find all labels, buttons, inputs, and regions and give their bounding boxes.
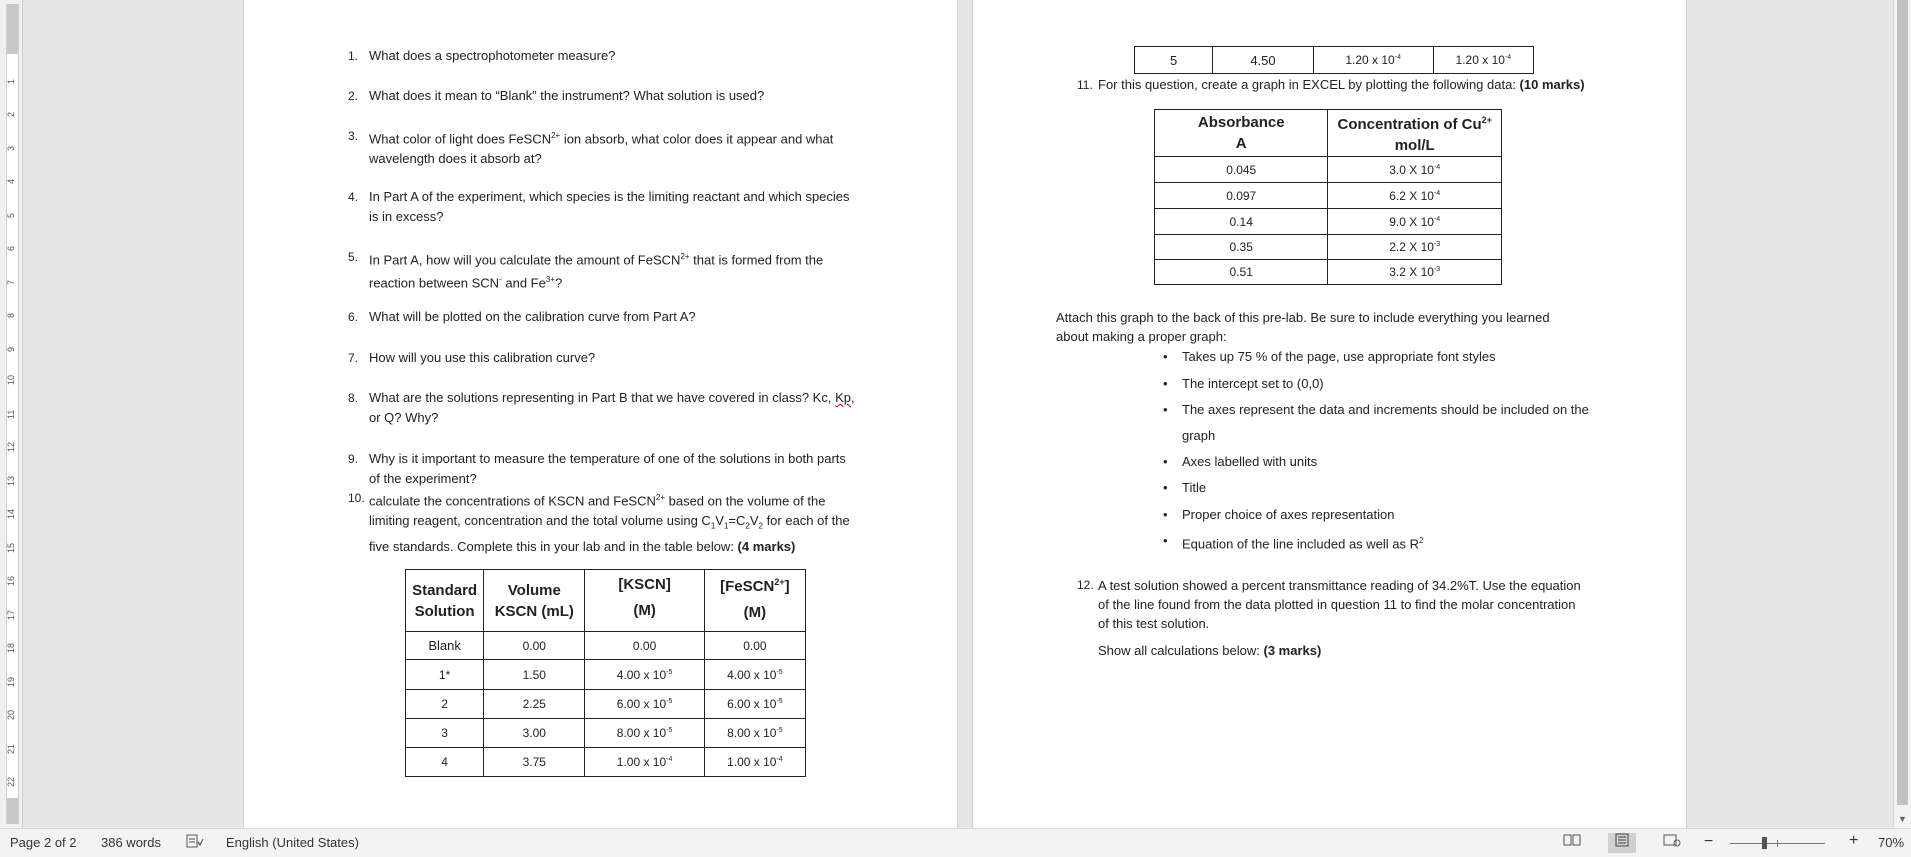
standards-table xyxy=(405,569,806,777)
ruler-tick-label: 18 xyxy=(6,642,16,653)
table-row: Blank 0.00 0.00 0.00 xyxy=(406,632,806,660)
spelling-error-mark[interactable]: Kp xyxy=(835,390,851,405)
scroll-down-icon[interactable]: ▼ xyxy=(1898,814,1907,824)
zoom-out-button[interactable]: − xyxy=(1704,833,1714,850)
question-6: 6. What will be plotted on the calibration curve from Part A? xyxy=(348,309,696,324)
question-1: 1. What does a spectrophotometer measure? xyxy=(348,48,616,63)
table-row: 1* 1.50 4.00 x $10^{-5}$ 4.00 x $10^{-5}$ xyxy=(406,660,806,690)
ruler-tick-label: 14 xyxy=(6,508,16,519)
continued-table-row xyxy=(1134,46,1534,74)
question-9: 9. Why is it important to measure the temperature of one of the solutions in both parts of the experiment? xyxy=(348,451,846,486)
table-row: 3 3.00 8.00 x $10^{-5}$ 8.00 x $10^{-5}$ xyxy=(406,719,806,748)
table-row: 0.14 9.0 X $10^{-4}$ xyxy=(1155,209,1502,235)
ruler-tick-label: 13 xyxy=(6,475,16,486)
ruler-tick-label: 6 xyxy=(6,245,16,251)
vertical-ruler[interactable] xyxy=(0,0,23,828)
vertical-scrollbar[interactable] xyxy=(1893,0,1911,828)
table-row: 2 2.25 6.00 x $10^{-5}$ 6.00 x $10^{-5}$ xyxy=(406,690,806,719)
ruler-tick-label: 20 xyxy=(6,709,16,720)
ruler-tick-label: 11 xyxy=(6,409,16,419)
ruler-tick-label: 3 xyxy=(6,145,16,151)
table-header: Volume KSCN (mL) xyxy=(484,570,585,632)
list-item: • Title xyxy=(1163,475,1589,501)
table-row: 0.097 6.2 X $10^{-4}$ xyxy=(1155,183,1502,209)
list-item-continuation: graph xyxy=(1182,428,1216,443)
absorbance-table xyxy=(1154,109,1502,285)
question-3: 3. What color of light does FeSCN$^{2+}$ ion absorb, what color does it appear and what wavelength does it absorb at? xyxy=(348,129,834,167)
ruler-tick-label: 4 xyxy=(6,178,16,184)
scrollbar-thumb[interactable] xyxy=(1897,0,1908,805)
ruler-tick-label: 15 xyxy=(6,542,16,553)
language-indicator[interactable]: English (United States) xyxy=(226,835,359,850)
ruler-tick-label: 10 xyxy=(6,374,16,385)
zoom-in-button[interactable]: + xyxy=(1849,832,1859,849)
read-mode-icon[interactable] xyxy=(1558,833,1586,853)
zoom-level[interactable]: 70% xyxy=(1878,835,1905,850)
question-8: 8. What are the solutions representing in Part B that we have covered in class? Kc, Kp, or Q? Why? xyxy=(348,390,855,425)
question-4: 4. In Part A of the experiment, which species is the limiting reactant and which species is in excess? xyxy=(348,189,850,224)
ruler-tick-label: 17 xyxy=(6,609,16,620)
question-11: 11. For this question, create a graph in EXCEL by plotting the following data: (10 marks) xyxy=(1077,77,1585,92)
list-item: • Takes up 75 % of the page, use appropriate font styles xyxy=(1163,344,1589,370)
ruler-tick-label: 5 xyxy=(6,212,16,218)
question-5: 5. In Part A, how will you calculate the amount of FeSCN$^{2+}$ that is formed from the reaction between SCN- and $Fe^{3+}$? xyxy=(348,250,824,291)
zoom-center-mark xyxy=(1777,840,1778,847)
ruler-tick-label: 21 xyxy=(6,743,16,754)
ruler-tick-label: 2 xyxy=(6,111,16,117)
ruler-tick-label: 16 xyxy=(6,575,16,586)
ruler-tick-label: 22 xyxy=(6,776,16,787)
web-layout-icon[interactable] xyxy=(1658,833,1686,853)
attach-instructions: Attach this graph to the back of this pre-lab. Be sure to include everything you learned about making a proper graph: xyxy=(1056,310,1550,344)
ruler-tick-label: 1 xyxy=(6,78,16,84)
question-10: 10. calculate the concentrations of KSCN and FeSCN$^{2+}$ based on the volume of the limiting reagent, concentration and the total volume using $C_1V_1=C_2V_2$ for each of the five standards. Complete this in your lab and in the table below: (4 marks) xyxy=(348,491,850,554)
word-count[interactable]: 386 words xyxy=(101,835,161,850)
print-layout-icon[interactable] xyxy=(1608,833,1636,853)
table-header-row xyxy=(1155,110,1502,157)
table-header-row xyxy=(406,570,806,632)
list-item: • Equation of the line included as well as $R^2$ xyxy=(1163,528,1589,554)
ruler-tick-label: 19 xyxy=(6,676,16,687)
table-header: Standard Solution xyxy=(406,570,484,632)
table-header: [KSCN] (M) xyxy=(585,570,704,632)
list-item: • The axes represent the data and increments should be included on the xyxy=(1163,397,1589,423)
ruler-tick-label: 7 xyxy=(6,279,16,285)
ruler-tick-label: 8 xyxy=(6,312,16,318)
question-12: 12. A test solution showed a percent transmittance reading of 34.2%T. Use the equation of the line found from the data plotted in question 11 to find the molar concentration of this test solution. Show all calculations below: (3 marks) xyxy=(1077,578,1581,658)
proofing-icon[interactable] xyxy=(186,834,204,851)
table-row: 0.045 3.0 X $10^{-4}$ xyxy=(1155,157,1502,183)
table-header: Absorbance A xyxy=(1155,110,1328,157)
table-row: 5 4.50 1.20 x $10^{-4}$ 1.20 x $10^{-4}$ xyxy=(1135,47,1534,74)
question-2: 2. What does it mean to “Blank” the instrument? What solution is used? xyxy=(348,88,765,103)
ruler-margin-bottom xyxy=(7,798,18,824)
zoom-slider-thumb[interactable] xyxy=(1762,837,1767,849)
list-item: • Proper choice of axes representation xyxy=(1163,501,1589,528)
table-header: [FeSCN$^{2+}$] (M) xyxy=(704,570,805,632)
list-item: • Axes labelled with units xyxy=(1163,448,1589,475)
table-row: 0.51 3.2 X $10^{-3}$ xyxy=(1155,260,1502,285)
graph-checklist xyxy=(1163,344,1589,554)
table-header: Concentration of $Cu^{2+}$ mol/L xyxy=(1328,110,1502,157)
question-7: 7. How will you use this calibration curve? xyxy=(348,350,596,365)
ruler-tick-label: 9 xyxy=(6,346,16,352)
ruler-tick-label: 12 xyxy=(6,441,16,452)
page-count[interactable]: Page 2 of 2 xyxy=(10,835,77,850)
table-row: 4 3.75 1.00 x $10^{-4}$ 1.00 x $10^{-4}$ xyxy=(406,748,806,777)
ruler-margin-top xyxy=(7,4,18,54)
status-bar xyxy=(0,828,1911,857)
list-item: • The intercept set to (0,0) xyxy=(1163,370,1589,397)
table-row: 0.35 2.2 X $10^{-3}$ xyxy=(1155,235,1502,260)
